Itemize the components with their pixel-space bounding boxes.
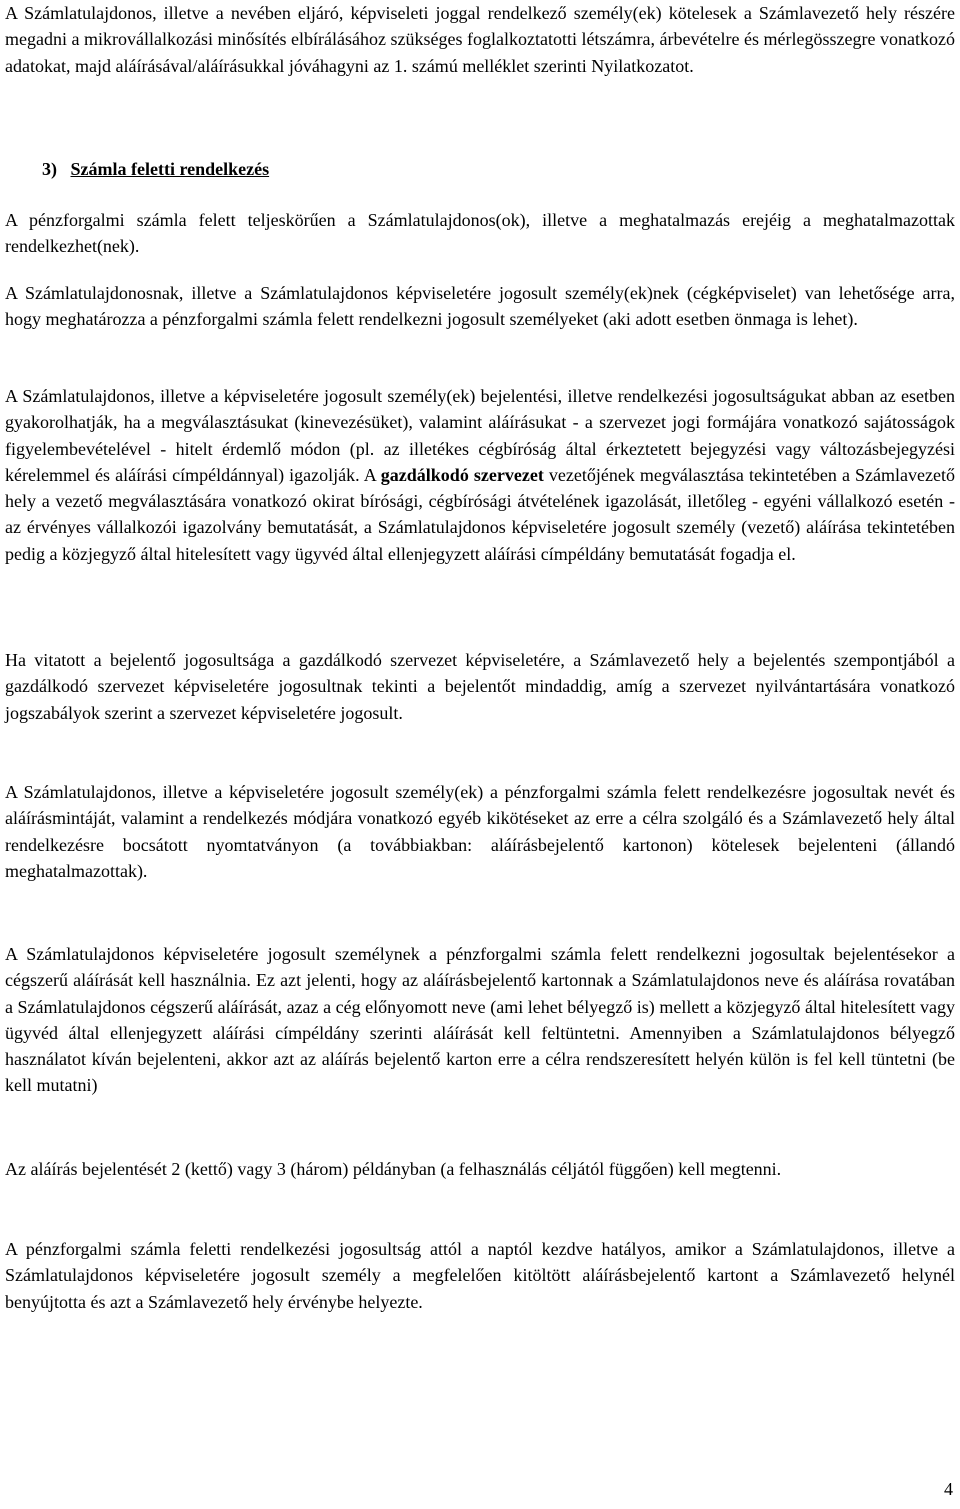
paragraph-text: A Számlatulajdonos, illetve a képviseletére jogosult személy(ek) a pénzforgalmi számla felett rendelkezésre jogosultak nevét és aláírásmintáját, valamint a rendelkezés módjára vonatkozó egyéb kikötéseket az erre a célra szolgáló és a Számlavezető hely által rendelkezésre bocsátott nyomtatványon (a továbbiakban: aláírásbejelentő kartonon) kötelesek bejelenteni (állandó meghatalmazottak).	[5, 782, 955, 881]
paragraph-authorized-persons	[5, 280, 955, 333]
section-title: Számla feletti rendelkezés	[70, 159, 270, 179]
section-heading	[42, 156, 269, 182]
paragraph-account-control	[5, 207, 955, 260]
paragraph-signature-card	[5, 779, 955, 884]
paragraph-text: A Számlatulajdonos, illetve a nevében eljáró, képviseleti joggal rendelkező személy(ek) kötelesek a Számlavezető hely részére megadni a mikrovállalkozási minősítés elbírálásához szükséges foglalkoztatotti létszámra, árbevételre és mérlegösszegre vonatkozó adatokat, majd aláírásával/aláírásukkal jóváhagyni az 1. számú melléklet szerinti Nyilatkozatot.	[5, 3, 955, 76]
paragraph-effective-date	[5, 1236, 955, 1315]
text-run: vezetőjének megválasztása tekintetében a Számlavezető hely a vezető megválasztására vonatkozó okirat bírósági, cégbírósági átvételének igazolását, illetőleg - egyéni vállalkozó esetén - az érvényes vállalkozói igazolvány bemutatását, a Számlatulajdonos képviseletére jogosult személy (vezető) aláírása tekintetében pedig a közjegyző által hitelesített vagy ügyvéd által ellenjegyzett aláírási címpéldány bemutatását fogadja el.	[5, 464, 955, 564]
paragraph-copies	[5, 1156, 955, 1182]
page-number: 4	[944, 1479, 953, 1499]
paragraph-disputed-authority	[5, 647, 955, 726]
bold-term: gazdálkodó szervezet	[380, 464, 544, 485]
paragraph-text: A Számlatulajdonosnak, illetve a Számlatulajdonos képviseletére jogosult személy(ek)nek (cégképviselet) van lehetősége arra, hogy meghatározza a pénzforgalmi számla felett rendelkezni jogosult személyeket (aki adott esetben önmaga is lehet).	[5, 283, 955, 330]
paragraph-text	[5, 383, 955, 567]
paragraph-text: Ha vitatott a bejelentő jogosultsága a gazdálkodó szervezet képviseletére, a Számlavezető hely a bejelentés szempontjából a gazdálkodó szervezet képviseletére jogosultnak tekinti a bejelentőt mindaddig, amíg a szervezet nyilvántartására vonatkozó jogszabályok szerint a szervezet képviseletére jogosult.	[5, 650, 955, 723]
paragraph-text: A pénzforgalmi számla feletti rendelkezési jogosultság attól a naptól kezdve hatályos, amikor a Számlatulajdonos, illetve a Számlatulajdonos képviseletére jogosult személy a megfelelően kitöltött aláírásbejelentő kartont a Számlavezető helynél benyújtotta és azt a Számlavezető hely érvénybe helyezte.	[5, 1239, 955, 1312]
paragraph-text: A Számlatulajdonos képviseletére jogosult személynek a pénzforgalmi számla felett rendelkezni jogosultak bejelentésekor a cégszerű aláírását kell használnia. Ez azt jelenti, hogy az aláírásbejelentő kartonnak a Számlatulajdonos neve és aláírása rovatában a Számlatulajdonos cégszerű aláírását, azaz a cég előnyomott neve (ami lehet bélyegző is) mellett a közjegyző által hitelesített vagy ügyvéd által ellenjegyzett aláírási címpéldány szerinti aláírását kell feltüntetni. Amennyiben a Számlatulajdonos bélyegző használatot kíván bejelenteni, akkor azt az aláírás bejelentő karton erre a célra rendszeresített helyén külön is fel kell tüntetni (be kell mutatni)	[5, 944, 955, 1096]
paragraph-text: A pénzforgalmi számla felett teljeskörűen a Számlatulajdonos(ok), illetve a meghatalmazás erejéig a meghatalmazottak rendelkezhet(nek).	[5, 210, 955, 257]
section-number: 3)	[42, 159, 57, 179]
text-run: A Számlatulajdonos, illetve a képviseletére jogosult személy(ek) bejelentési, illetve rendelkezési jogosultságukat abban az esetben gyakorolhatják, ha a megválasztásukat (kinevezésüket), valamint aláírásukat - a szervezet jogi formájára vonatkozó sajátosságok figyelembevételével - hitelt érdemlő módon (pl. az illetékes cégbíróság által érkeztetett bejegyzési vagy változásbejegyzési kérelemmel és aláírási címpéldánnyal) igazolják. A	[5, 386, 955, 485]
paragraph-company-signature	[5, 941, 955, 1099]
paragraph-text: Az aláírás bejelentését 2 (kettő) vagy 3 (három) példányban (a felhasználás céljától függően) kell megtenni.	[5, 1159, 782, 1179]
paragraph-verification	[5, 383, 955, 567]
paragraph-intro	[5, 0, 955, 79]
